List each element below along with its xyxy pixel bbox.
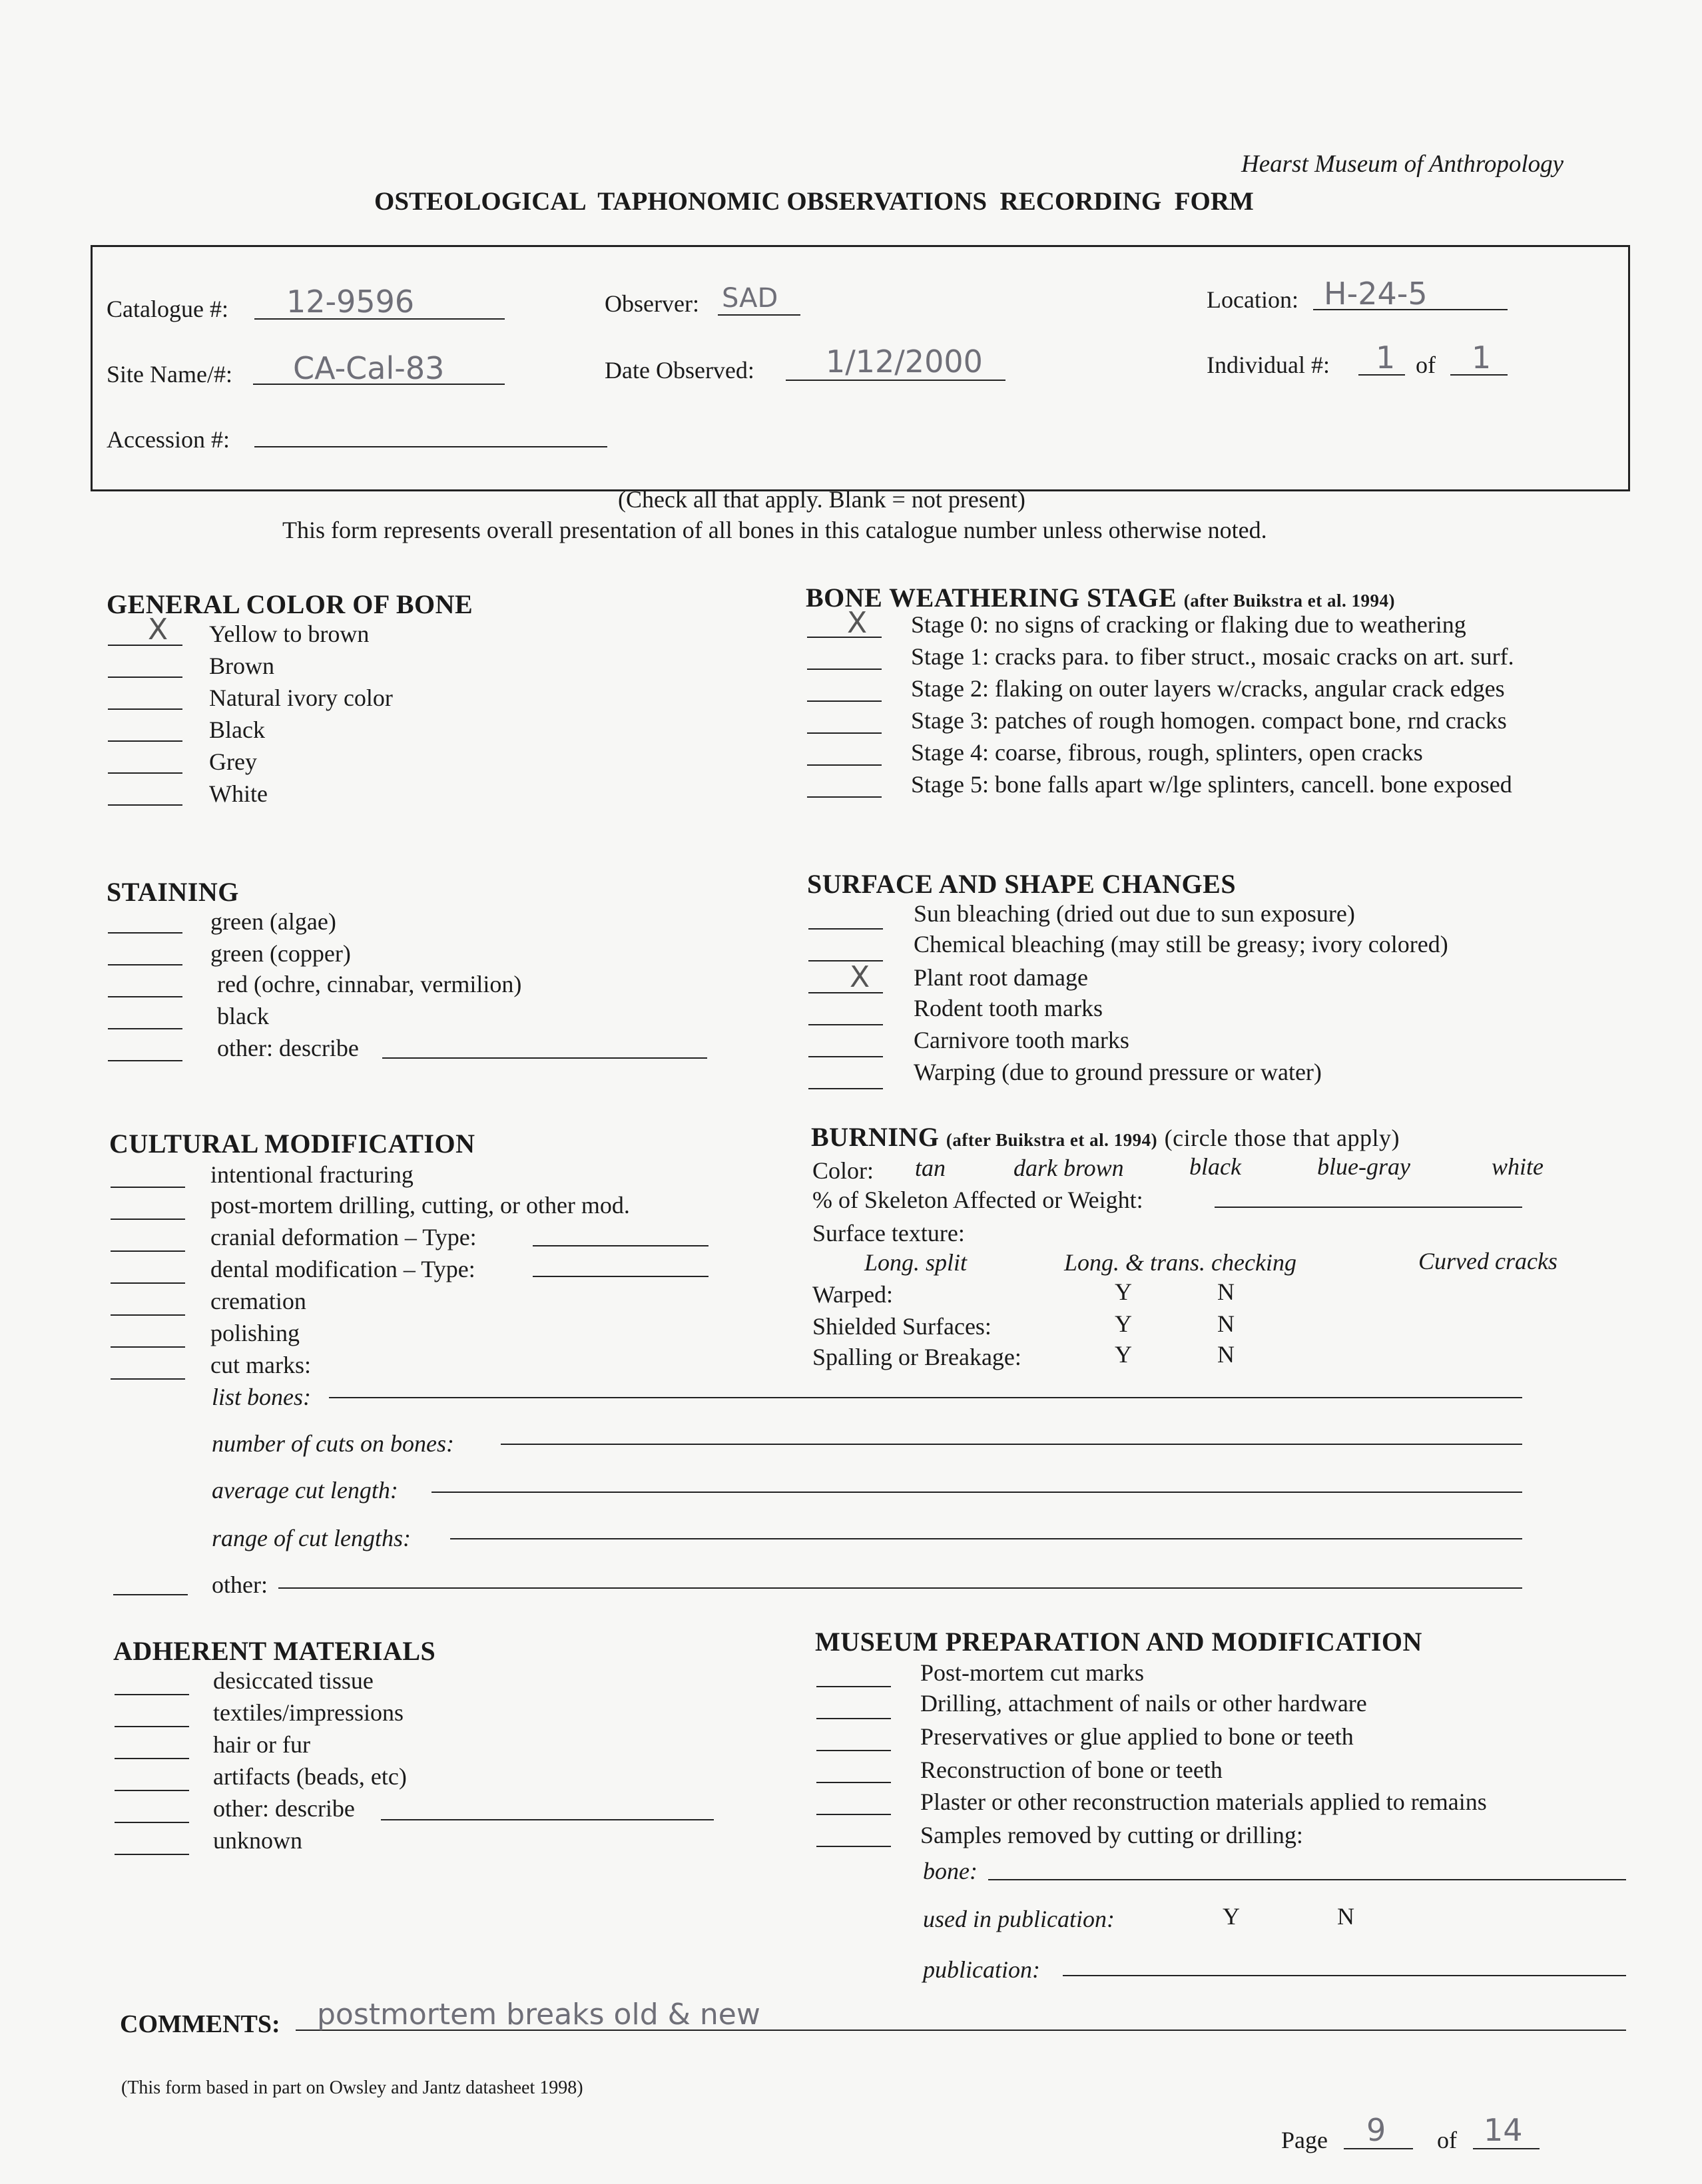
burning-color-white[interactable]: white	[1492, 1153, 1544, 1180]
checkbox-other-stain[interactable]	[108, 1060, 182, 1061]
checkbox-cultural-other[interactable]	[113, 1594, 188, 1595]
checkbox-stage-4[interactable]	[807, 764, 882, 766]
cultural-other-label: other:	[212, 1571, 268, 1598]
surface-option: Rodent tooth marks	[914, 995, 1103, 1021]
surface-option: Carnivore tooth marks	[914, 1027, 1129, 1053]
weathering-option: Stage 3: patches of rough homogen. compact bone, rnd cracks	[911, 707, 1507, 734]
observer-value[interactable]: SAD	[722, 283, 778, 314]
adherent-option: hair or fur	[213, 1731, 310, 1758]
checkbox-reconstruction[interactable]	[816, 1782, 891, 1783]
list-bones-label: list bones:	[212, 1384, 311, 1410]
museum-option: Preservatives or glue applied to bone or teeth	[920, 1723, 1354, 1750]
general-color-title: GENERAL COLOR OF BONE	[107, 589, 473, 619]
checkbox-green-copper[interactable]	[108, 964, 182, 965]
surface-texture-label: Surface texture:	[812, 1220, 965, 1246]
form-title: OSTEOLOGICAL TAPHONOMIC OBSERVATIONS RECORDING FORM	[374, 187, 1254, 216]
check-mark: X	[850, 960, 870, 994]
page-of-label: of	[1437, 2127, 1457, 2153]
catalogue-value[interactable]: 12-9596	[286, 284, 415, 320]
warped-no[interactable]: N	[1217, 1278, 1235, 1305]
museum-option: Drilling, attachment of nails or other hardware	[920, 1690, 1367, 1717]
burning-color-dark-brown[interactable]: dark brown	[1013, 1155, 1124, 1181]
individual-total[interactable]: 1	[1472, 340, 1492, 376]
page-label: Page	[1281, 2127, 1328, 2153]
checkbox-stage-5[interactable]	[807, 796, 882, 798]
adherent-option: other: describe	[213, 1795, 355, 1822]
staining-option: green (algae)	[210, 908, 336, 935]
cranial-type-line[interactable]	[533, 1245, 709, 1246]
date-line	[786, 380, 1005, 381]
staining-option: black	[217, 1003, 269, 1029]
museum-option: Plaster or other reconstruction materials applied to remains	[920, 1788, 1487, 1815]
checkbox-sun-bleaching[interactable]	[808, 928, 883, 930]
cultural-option: cut marks:	[210, 1352, 311, 1378]
checkbox-natural-ivory[interactable]	[108, 708, 182, 710]
color-option: Natural ivory color	[209, 684, 393, 711]
checkbox-black-stain[interactable]	[108, 1028, 182, 1029]
used-in-publication-label: used in publication:	[923, 1906, 1115, 1932]
staining-describe-line[interactable]	[382, 1057, 707, 1059]
checkbox-black[interactable]	[108, 740, 182, 742]
weathering-option: Stage 1: cracks para. to fiber struct., mosaic cracks on art. surf.	[911, 643, 1514, 670]
individual-label: Individual #:	[1207, 352, 1330, 378]
adherent-option: unknown	[213, 1827, 302, 1854]
burning-title: BURNING (after Buikstra et al. 1994) (circle those that apply)	[811, 1122, 1400, 1152]
institution-name: Hearst Museum of Anthropology	[1241, 150, 1564, 178]
page-number[interactable]: 9	[1366, 2112, 1386, 2148]
cultural-option: intentional fracturing	[210, 1161, 414, 1188]
checkbox-artifacts[interactable]	[115, 1790, 189, 1791]
location-label: Location:	[1207, 286, 1298, 313]
cultural-other-line[interactable]	[278, 1587, 1522, 1589]
site-value[interactable]: CA-Cal-83	[293, 350, 445, 386]
weathering-option: Stage 0: no signs of cracking or flaking due to weathering	[911, 611, 1466, 638]
checkbox-warping[interactable]	[808, 1088, 883, 1089]
instructions-line2: This form represents overall presentation of all bones in this catalogue number unless otherwise noted.	[282, 517, 1267, 543]
checkbox-unknown[interactable]	[115, 1854, 189, 1855]
dental-type-line[interactable]	[533, 1276, 709, 1277]
checkbox-chemical-bleaching[interactable]	[808, 960, 883, 961]
shielded-yes[interactable]: Y	[1115, 1310, 1132, 1337]
surface-title: SURFACE AND SHAPE CHANGES	[807, 869, 1237, 899]
checkbox-white[interactable]	[108, 804, 182, 806]
form-source-note: (This form based in part on Owsley and Jantz datasheet 1998)	[121, 2077, 583, 2098]
burning-color-blue-gray[interactable]: blue-gray	[1317, 1153, 1410, 1180]
checkbox-cut-marks[interactable]	[111, 1378, 185, 1380]
museum-bone-label: bone:	[923, 1858, 978, 1884]
burning-percent-label: % of Skeleton Affected or Weight:	[812, 1187, 1143, 1213]
page-total[interactable]: 14	[1484, 2112, 1523, 2148]
date-value[interactable]: 1/12/2000	[826, 344, 983, 380]
checkbox-stage-2[interactable]	[807, 700, 882, 702]
adherent-describe-line[interactable]	[381, 1819, 714, 1820]
checkbox-brown[interactable]	[108, 677, 182, 678]
staining-option: other: describe	[217, 1035, 359, 1061]
burning-shielded-label: Shielded Surfaces:	[812, 1313, 992, 1340]
color-option: Grey	[209, 748, 257, 775]
check-mark: X	[847, 606, 868, 640]
checkbox-intentional-fracturing[interactable]	[111, 1187, 185, 1188]
burning-note: (circle those that apply)	[1164, 1125, 1400, 1151]
burning-warped-label: Warped:	[812, 1281, 894, 1308]
avg-cut-line[interactable]	[431, 1492, 1522, 1493]
catalogue-label: Catalogue #:	[107, 296, 228, 322]
shielded-no[interactable]: N	[1217, 1310, 1235, 1337]
surface-option: Sun bleaching (dried out due to sun exposure)	[914, 900, 1355, 927]
weathering-option: Stage 5: bone falls apart w/lge splinters, cancell. bone exposed	[911, 771, 1512, 798]
color-option: Yellow to brown	[209, 621, 370, 647]
page-total-line	[1473, 2148, 1540, 2149]
cultural-option: cranial deformation – Type:	[210, 1224, 477, 1250]
checkbox-post-mortem-cut[interactable]	[816, 1686, 891, 1687]
surface-option: Chemical bleaching (may still be greasy; ivory colored)	[914, 931, 1448, 957]
checkbox-stage-1[interactable]	[807, 669, 882, 670]
adherent-option: desiccated tissue	[213, 1667, 374, 1694]
checkbox-samples-removed[interactable]	[816, 1846, 891, 1847]
checkbox-stage-0[interactable]	[807, 637, 882, 638]
adherent-title: ADHERENT MATERIALS	[113, 1636, 436, 1666]
checkbox-grey[interactable]	[108, 772, 182, 774]
checkbox-carnivore-tooth[interactable]	[808, 1056, 883, 1057]
observer-label: Observer:	[605, 290, 699, 317]
site-label: Site Name/#:	[107, 361, 232, 388]
range-cut-line[interactable]	[450, 1538, 1522, 1539]
museum-option: Post-mortem cut marks	[920, 1659, 1144, 1686]
checkbox-dental-modification[interactable]	[111, 1282, 185, 1284]
color-option: Black	[209, 716, 265, 743]
staining-option: red (ochre, cinnabar, vermilion)	[217, 971, 522, 997]
num-cuts-line[interactable]	[501, 1444, 1522, 1445]
burning-color-black[interactable]: black	[1189, 1153, 1241, 1180]
adherent-option: textiles/impressions	[213, 1699, 404, 1726]
checkbox-post-mortem-drilling[interactable]	[111, 1219, 185, 1220]
burning-subtitle: (after Buikstra et al. 1994)	[946, 1130, 1158, 1150]
weathering-option: Stage 4: coarse, fibrous, rough, splinters, open cracks	[911, 739, 1423, 766]
color-option: White	[209, 780, 268, 807]
burning-color-tan[interactable]: tan	[915, 1155, 946, 1181]
cultural-option: dental modification – Type:	[210, 1256, 475, 1282]
weathering-subtitle: (after Buikstra et al. 1994)	[1183, 591, 1395, 611]
checkbox-adherent-other[interactable]	[115, 1822, 189, 1823]
warped-yes[interactable]: Y	[1115, 1278, 1132, 1305]
checkbox-red[interactable]	[108, 996, 182, 997]
texture-long-trans-checking[interactable]: Long. & trans. checking	[1064, 1249, 1296, 1276]
range-cut-label: range of cut lengths:	[212, 1525, 411, 1551]
individual-of-label: of	[1416, 352, 1436, 378]
weathering-option: Stage 2: flaking on outer layers w/cracks, angular crack edges	[911, 675, 1505, 702]
page-number-line	[1344, 2148, 1413, 2149]
texture-curved-cracks[interactable]: Curved cracks	[1418, 1248, 1558, 1274]
date-label: Date Observed:	[605, 357, 754, 384]
cultural-option: polishing	[210, 1320, 300, 1346]
spalling-yes[interactable]: Y	[1115, 1341, 1132, 1368]
museum-option: Reconstruction of bone or teeth	[920, 1757, 1223, 1783]
publication-line[interactable]	[1063, 1975, 1626, 1976]
checkbox-yellow-to-brown[interactable]	[108, 645, 182, 646]
checkbox-preservatives[interactable]	[816, 1750, 891, 1751]
checkbox-hair-fur[interactable]	[115, 1758, 189, 1759]
museum-option: Samples removed by cutting or drilling:	[920, 1822, 1303, 1848]
texture-long-split[interactable]: Long. split	[864, 1249, 968, 1276]
checkbox-cranial-deformation[interactable]	[111, 1250, 185, 1252]
cultural-option: post-mortem drilling, cutting, or other mod.	[210, 1192, 630, 1219]
burning-color-label: Color:	[812, 1157, 874, 1184]
num-cuts-label: number of cuts on bones:	[212, 1430, 454, 1457]
cultural-title: CULTURAL MODIFICATION	[109, 1129, 475, 1159]
comments-value[interactable]: postmortem breaks old & new	[317, 1998, 760, 2032]
checkbox-plant-root-damage[interactable]	[808, 992, 883, 993]
weathering-title: BONE WEATHERING STAGE (after Buikstra et al. 1994)	[806, 583, 1395, 613]
publication-no[interactable]: N	[1337, 1903, 1354, 1930]
adherent-option: artifacts (beads, etc)	[213, 1763, 407, 1790]
burning-spalling-label: Spalling or Breakage:	[812, 1344, 1021, 1370]
burning-percent-line[interactable]	[1215, 1207, 1522, 1208]
location-value[interactable]: H-24-5	[1324, 276, 1428, 312]
checkbox-plaster[interactable]	[816, 1814, 891, 1815]
avg-cut-label: average cut length:	[212, 1477, 398, 1503]
checkbox-rodent-tooth[interactable]	[808, 1024, 883, 1025]
observer-line	[718, 314, 800, 316]
museum-bone-line[interactable]	[988, 1879, 1626, 1880]
spalling-no[interactable]: N	[1217, 1341, 1235, 1368]
museum-title: MUSEUM PREPARATION AND MODIFICATION	[815, 1627, 1422, 1657]
checkbox-cremation[interactable]	[111, 1314, 185, 1316]
staining-title: STAINING	[107, 877, 239, 907]
check-mark: X	[148, 613, 168, 647]
checkbox-textiles[interactable]	[115, 1726, 189, 1727]
checkbox-polishing[interactable]	[111, 1346, 185, 1348]
surface-option: Plant root damage	[914, 964, 1088, 991]
publication-label: publication:	[923, 1956, 1040, 1983]
cultural-option: cremation	[210, 1288, 306, 1314]
individual-value[interactable]: 1	[1376, 340, 1396, 376]
checkbox-desiccated-tissue[interactable]	[115, 1694, 189, 1695]
comments-label: COMMENTS:	[120, 2010, 280, 2038]
accession-line[interactable]	[254, 446, 607, 447]
list-bones-line[interactable]	[329, 1397, 1522, 1398]
checkbox-stage-3[interactable]	[807, 732, 882, 734]
publication-yes[interactable]: Y	[1223, 1903, 1240, 1930]
checkbox-green-algae[interactable]	[108, 932, 182, 934]
accession-label: Accession #:	[107, 426, 230, 453]
surface-option: Warping (due to ground pressure or water)	[914, 1059, 1322, 1085]
color-option: Brown	[209, 653, 274, 679]
instructions-line1: (Check all that apply. Blank = not present)	[618, 486, 1025, 513]
staining-option: green (copper)	[210, 940, 351, 967]
checkbox-drilling-hardware[interactable]	[816, 1718, 891, 1719]
